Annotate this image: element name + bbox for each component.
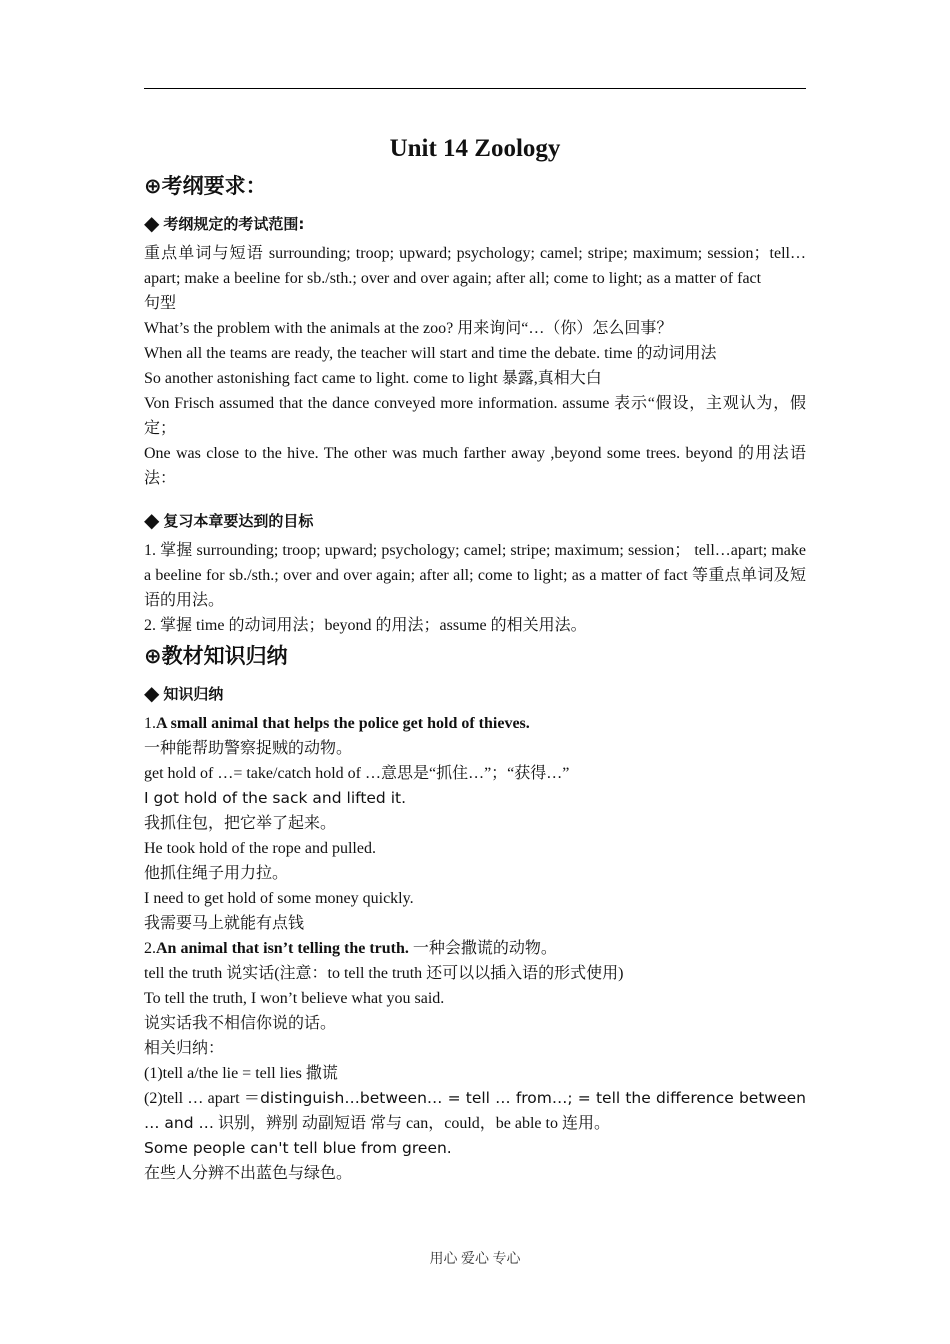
document-body <box>144 130 806 1186</box>
text-line: tell the truth 说实话(注意：to tell the truth 还可以以插入语的形式使用) <box>144 965 624 982</box>
sentence-pattern-line: What’s the problem with the animals at the zoo? 用来询问“…（你）怎么回事？ <box>144 320 673 337</box>
goal-item: 1. 掌握 surrounding; troop; upward; psychology; camel; stripe; maximum; session； tell…apart; make a beeline for sb./sth.; over and over again; after all; come to light; as a matter of fact 等重点单词及短语的用法。 <box>144 542 806 609</box>
note-part: 识别，辨别 动副短语 常与 can，could，be able to 连用。 <box>214 1115 610 1132</box>
sentence-patterns-label: 句型 <box>144 295 177 312</box>
text-line: 说实话我不相信你说的话。 <box>144 1015 337 1032</box>
item-heading-bold: A small animal that helps the police get hold of thieves. <box>156 715 530 732</box>
text-line: (1)tell a/the lie = tell lies 撒谎 <box>144 1065 338 1082</box>
text-line: 在些人分辨不出蓝色与绿色。 <box>144 1165 353 1182</box>
sentence-pattern-line: Von Frisch assumed that the dance conveyed more information. assume 表示“假设，主观认为，假定； <box>144 395 806 437</box>
key-words-paragraph: 重点单词与短语 surrounding; troop; upward; psychology; camel; stripe; maximum; session；tell…apart; make a beeline for sb./sth.; over and over again; after all; come to light; as a matter of fact <box>144 245 806 287</box>
goal-item: 2. 掌握 time 的动词用法；beyond 的用法；assume 的相关用法。 <box>144 617 587 634</box>
page-footer: 用心 爱心 专心 <box>429 1252 521 1267</box>
text-line: To tell the truth, I won’t believe what you said. <box>144 990 445 1007</box>
subheading-review-goals <box>144 507 806 534</box>
note-part: (2)tell … apart ＝ <box>144 1090 261 1107</box>
diamond-bullet-icon: ◆ <box>144 211 160 235</box>
circled-plus-icon: ⊕ <box>144 174 162 198</box>
subheading-text: 考纲规定的考试范围: <box>163 215 305 233</box>
text-line: 一种能帮助警察捉贼的动物。 <box>144 740 353 757</box>
item-number: 1. <box>144 715 156 732</box>
diamond-bullet-icon: ◆ <box>144 681 160 705</box>
sentence-pattern-line: One was close to the hive. The other was much farther away ,beyond some trees. beyond 的用法语法： <box>144 445 806 487</box>
header-rule <box>144 88 806 89</box>
item-heading-bold: An animal that isn’t telling the truth. <box>156 940 409 957</box>
text-line: 相关归纳： <box>144 1040 225 1057</box>
sentence-pattern-line: So another astonishing fact came to light. come to light 暴露,真相大白 <box>144 370 602 387</box>
page-title: Unit 14 Zoology <box>389 135 561 162</box>
text-line: He took hold of the rope and pulled. <box>144 840 376 857</box>
tell-apart-note <box>144 1086 806 1136</box>
knowledge-item-1-heading <box>144 711 806 736</box>
item-number: 2. <box>144 940 156 957</box>
note-part-sans: distinguish…between… = tell … from…; = tell the difference between … and … <box>144 1089 806 1132</box>
subheading-text: 复习本章要达到的目标 <box>163 512 314 530</box>
subheading-text: 知识归纳 <box>163 685 224 703</box>
text-line: get hold of …= take/catch hold of …意思是“抓住…”；“获得…” <box>144 765 570 782</box>
knowledge-item-2-heading <box>144 936 806 961</box>
circled-plus-icon: ⊕ <box>144 644 162 668</box>
text-line: 我需要马上就能有点钱 <box>144 915 305 932</box>
example-sentence: I got hold of the sack and lifted it. <box>144 789 407 807</box>
section-heading-text: 考纲要求： <box>161 174 267 198</box>
text-line: I need to get hold of some money quickly. <box>144 890 414 907</box>
example-sentence: Some people can't tell blue from green. <box>144 1139 452 1157</box>
text-line: 我抓住包，把它举了起来。 <box>144 815 337 832</box>
section-heading-knowledge-summary <box>144 638 806 674</box>
subheading-exam-scope <box>144 210 806 237</box>
sentence-pattern-line: When all the teams are ready, the teacher will start and time the debate. time 的动词用法 <box>144 345 717 362</box>
subheading-knowledge <box>144 680 806 707</box>
item-heading-translation: 一种会撒谎的动物。 <box>408 940 557 957</box>
section-heading-exam-requirements <box>144 168 806 204</box>
text-line: 他抓住绳子用力拉。 <box>144 865 289 882</box>
section-heading-text: 教材知识归纳 <box>161 644 288 668</box>
diamond-bullet-icon: ◆ <box>144 508 160 532</box>
